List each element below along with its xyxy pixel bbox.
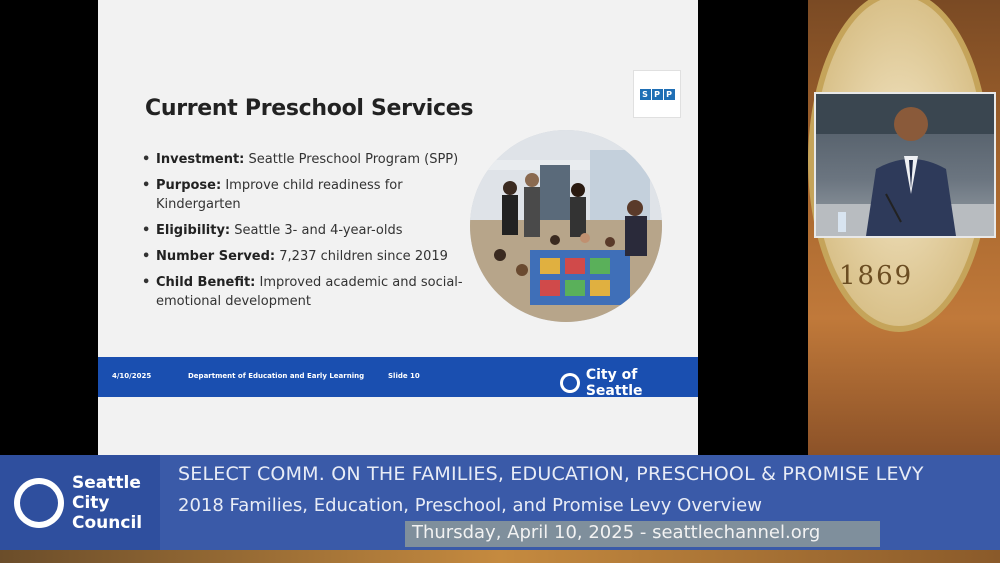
slide-footer-department: Department of Education and Early Learning	[188, 372, 365, 380]
slide-footer-date: 4/10/2025	[112, 372, 152, 380]
spp-letter: P	[664, 89, 675, 100]
speaker-illustration	[816, 94, 994, 236]
bullet-label: Child Benefit:	[156, 275, 256, 290]
spp-letter: P	[652, 89, 663, 100]
slide-title: Current Preschool Services	[145, 96, 474, 121]
city-seal-icon	[560, 373, 580, 393]
bullet-number-served	[140, 247, 480, 266]
bullet-text: 7,237 children since 2019	[275, 249, 448, 264]
bullet-text: Seattle Preschool Program (SPP)	[244, 152, 459, 167]
city-of-seattle-label: City of Seattle	[585, 367, 643, 399]
slide-bullet-list	[140, 150, 480, 318]
spp-letter: S	[640, 89, 651, 100]
slide-footer-slide-number: Slide 10	[388, 372, 420, 380]
lower-third-banner	[0, 455, 1000, 550]
classroom-photo	[470, 130, 662, 322]
spp-letters	[640, 89, 675, 100]
bullet-label: Investment:	[156, 152, 245, 167]
spp-logo	[633, 70, 681, 118]
council-seal-icon	[14, 478, 64, 528]
bullet-label: Number Served:	[156, 249, 276, 264]
bullet-text: Improved academic and social-emotional development	[156, 275, 463, 309]
city-of-seattle-logo	[560, 367, 698, 399]
council-logo-line3: Council	[72, 512, 143, 533]
bullet-purpose	[140, 176, 480, 214]
bullet-label: Eligibility:	[156, 223, 231, 238]
bullet-child-benefit	[140, 273, 480, 311]
letterbox-left	[0, 0, 98, 455]
committee-name: SELECT COMM. ON THE FAMILIES, EDUCATION, PRESCHOOL & PROMISE LEVY	[178, 463, 924, 485]
council-logo-line1: Seattle	[72, 472, 141, 493]
seattle-city-council-logo	[0, 455, 160, 550]
bullet-label: Purpose:	[156, 178, 222, 193]
letterbox-middle	[698, 0, 808, 455]
bullet-text: Improve child readiness for Kindergarten	[156, 178, 403, 212]
classroom-photo-illustration	[470, 130, 662, 322]
speaker-video-inset	[814, 92, 996, 238]
council-logo-text	[72, 473, 142, 533]
bullet-eligibility	[140, 221, 480, 240]
council-logo-line2: City	[72, 492, 110, 513]
bullet-investment	[140, 150, 480, 169]
presentation-slide	[98, 0, 698, 455]
bullet-text: Seattle 3- and 4-year-olds	[230, 223, 403, 238]
meeting-topic: 2018 Families, Education, Preschool, and Promise Levy Overview	[178, 495, 762, 516]
slide-footer	[98, 357, 698, 397]
meeting-date-and-site: Thursday, April 10, 2025 - seattlechannel.org	[412, 522, 821, 543]
seal-year: 1869	[839, 261, 914, 291]
bottom-strip	[0, 550, 1000, 563]
